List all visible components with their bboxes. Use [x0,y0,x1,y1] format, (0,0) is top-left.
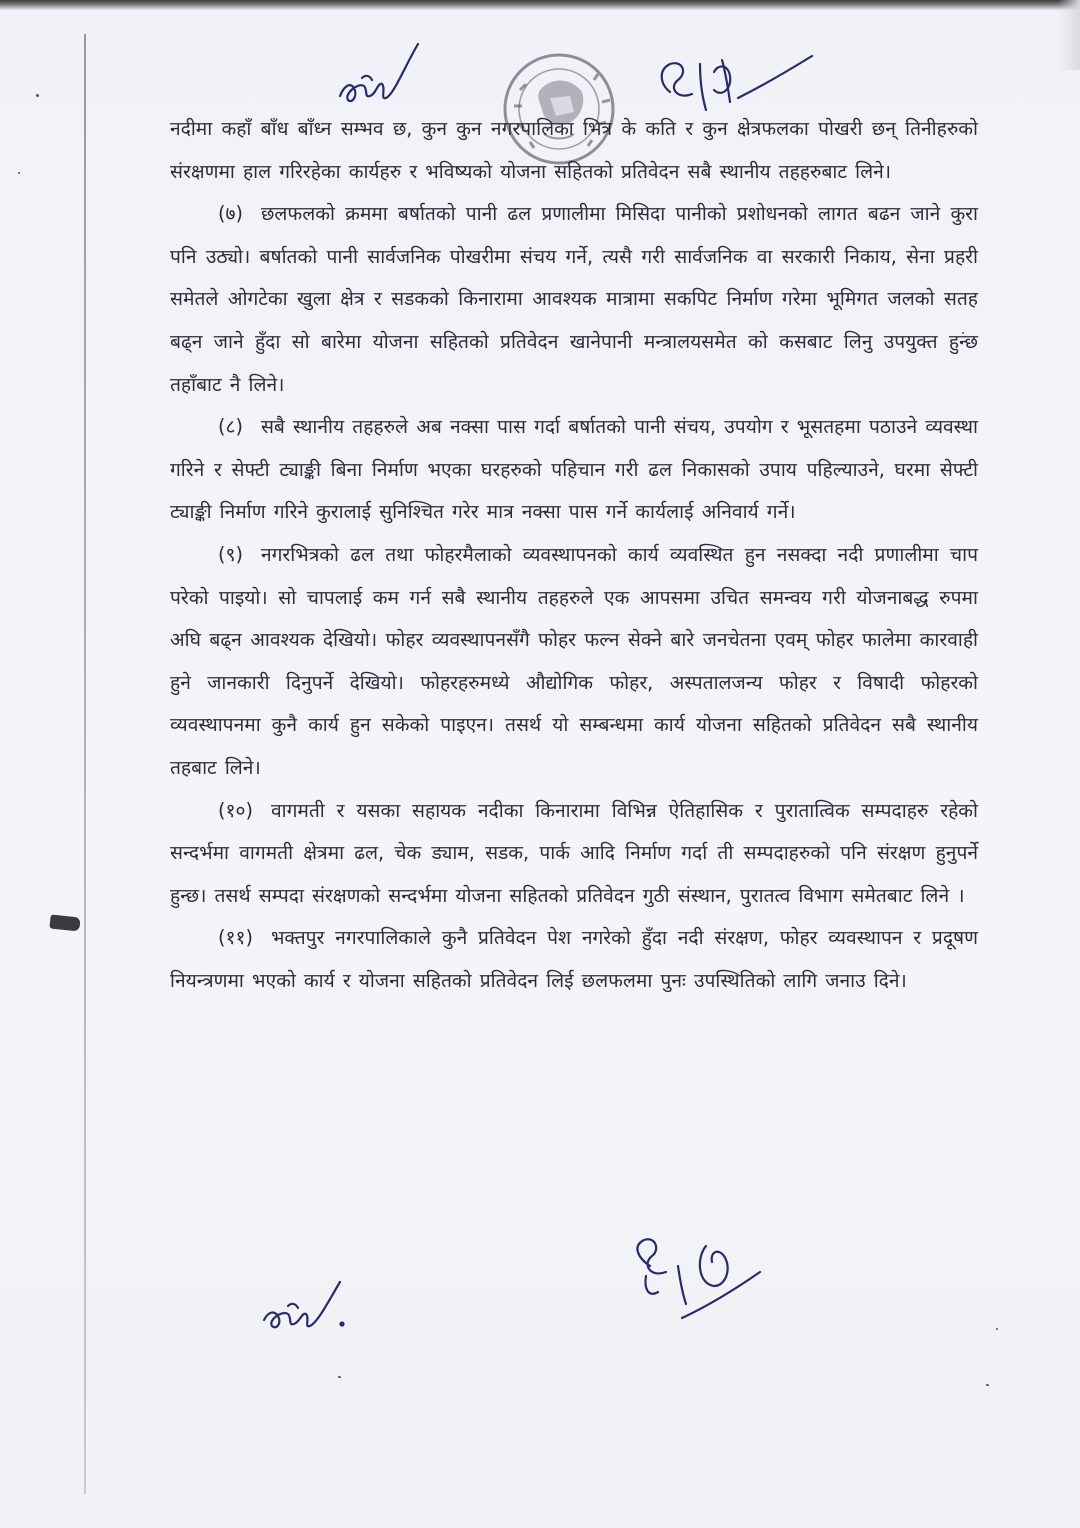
paragraph-text: वागमती र यसका सहायक नदीका किनारामा विभिन्न ऐतिहासिक र पुरातात्विक सम्पदाहरु रहेको सन्दर्भमा वागमती क्षेत्रमा ढल, चेक ड्याम, सडक, पार्क आदि निर्माण गर्दा ती सम्पदाहरुको पनि संरक्षण हुनुपर्ने हुन्छ। तसर्थ सम्पदा संरक्षणको सन्दर्भमा योजना सहितको प्रतिवेदन गुठी संस्थान, पुरातत्व विभाग समेतबाट लिने । [170,798,978,907]
scan-speck [18,172,20,174]
paragraph-text: नदीमा कहाँ बाँध बाँध्न सम्भव छ, कुन कुन नगरपालिका भित्र के कति र कुन क्षेत्रफलका पोखरी छन् तिनीहरुको संरक्षणमा हाल गरिरहेका कार्यहरु र भविष्यको योजना सहितको प्रतिवेदन सबै स्थानीय तहहरुबाट लिने। [170,117,978,183]
paragraph-number: (११) [218,926,253,950]
paragraph-text: भक्तपुर नगरपालिकाले कुनै प्रतिवेदन पेश नगरेको हुँदा नदी संरक्षण, फोहर व्यवस्थापन र प्रदूषण नियन्त्रणमा भएको कार्य र योजना सहितको प्रतिवेदन लिई छलफलमा पुनः उपस्थितिको लागि जनाउ दिने। [170,926,978,992]
scan-top-edge [0,0,1080,10]
paragraph-number: (९) [218,542,243,566]
paragraph-text: सबै स्थानीय तहहरुले अब नक्सा पास गर्दा बर्षातको पानी संचय, उपयोग र भूसतहमा पठाउने व्यवस्था गरिने र सेफ्टी ट्याङ्की बिना निर्माण भएका घरहरुको पहिचान गरी ढल निकासको उपाय पहिल्याउने, घरमा सेफ्टी ट्याङ्की निर्माण गरिने कुरालाई सुनिश्चित गरेर मात्र नक्सा पास गर्ने कार्यलाई अनिवार्य गर्ने। [170,415,978,524]
paragraph-7 [170,193,978,406]
paragraph-number: (८) [218,415,243,439]
paragraph-continued [170,108,978,193]
paragraph-9 [170,534,978,790]
scan-speck [338,1376,341,1378]
scan-corner-shadow [1058,0,1080,70]
paragraph-8 [170,406,978,534]
binder-clip-mark [49,914,80,931]
paragraph-10 [170,790,978,918]
scan-speck [996,1328,998,1330]
paragraph-text: नगरभित्रको ढल तथा फोहरमैलाको व्यवस्थापनको कार्य व्यवस्थित हुन नसक्दा नदी प्रणालीमा चाप परेको पाइयो। सो चापलाई कम गर्न सबै स्थानीय तहहरुले एक आपसमा उचित समन्वय गरी योजनाबद्ध रुपमा अघि बढ्न आवश्यक देखियो। फोहर व्यवस्थापनसँगै फोहर फल्न सेक्ने बारे जनचेतना एवम् फोहर फालेमा कारवाही हुने जानकारी दिनुपर्ने देखियो। फोहरहरुमध्ये औद्योगिक फोहर, अस्पतालजन्य फोहर र विषादी फोहरको व्यवस्थापनमा कुनै कार्य हुन सकेको पाइएन। तसर्थ यो सम्बन्धमा कार्य योजना सहितको प्रतिवेदन सबै स्थानीय तहबाट लिने। [170,542,978,779]
signature-bottom-right [622,1226,772,1326]
paragraph-11 [170,917,978,1002]
margin-line [84,34,86,1494]
scan-speck [36,94,39,97]
paragraph-text: छलफलको क्रममा बर्षातको पानी ढल प्रणालीमा मिसिदा पानीको प्रशोधनको लागत बढन जाने कुरा पनि उठ्यो। बर्षातको पानी सार्वजनिक पोखरीमा संचय गर्ने, त्यसै गरी सार्वजनिक वा सरकारी निकाय, सेना प्रहरी समेतले ओगटेका खुला क्षेत्र र सडकको किनारामा आवश्यक मात्रामा सकपिट निर्माण गरेमा भूमिगत जलको सतह बढ्न जाने हुँदा सो बारेमा योजना सहितको प्रतिवेदन खानेपानी मन्त्रालयसमेत को कसबाट लिनु उपयुक्त हुन्छ तहाँबाट नै लिने। [170,202,978,396]
paragraph-number: (७) [218,202,243,226]
paragraph-number: (१०) [218,798,253,822]
scan-speck [986,1384,989,1386]
initial-signature-bottom-left [258,1262,354,1342]
initial-signature-top-left [334,38,424,118]
document-body [170,108,978,1002]
